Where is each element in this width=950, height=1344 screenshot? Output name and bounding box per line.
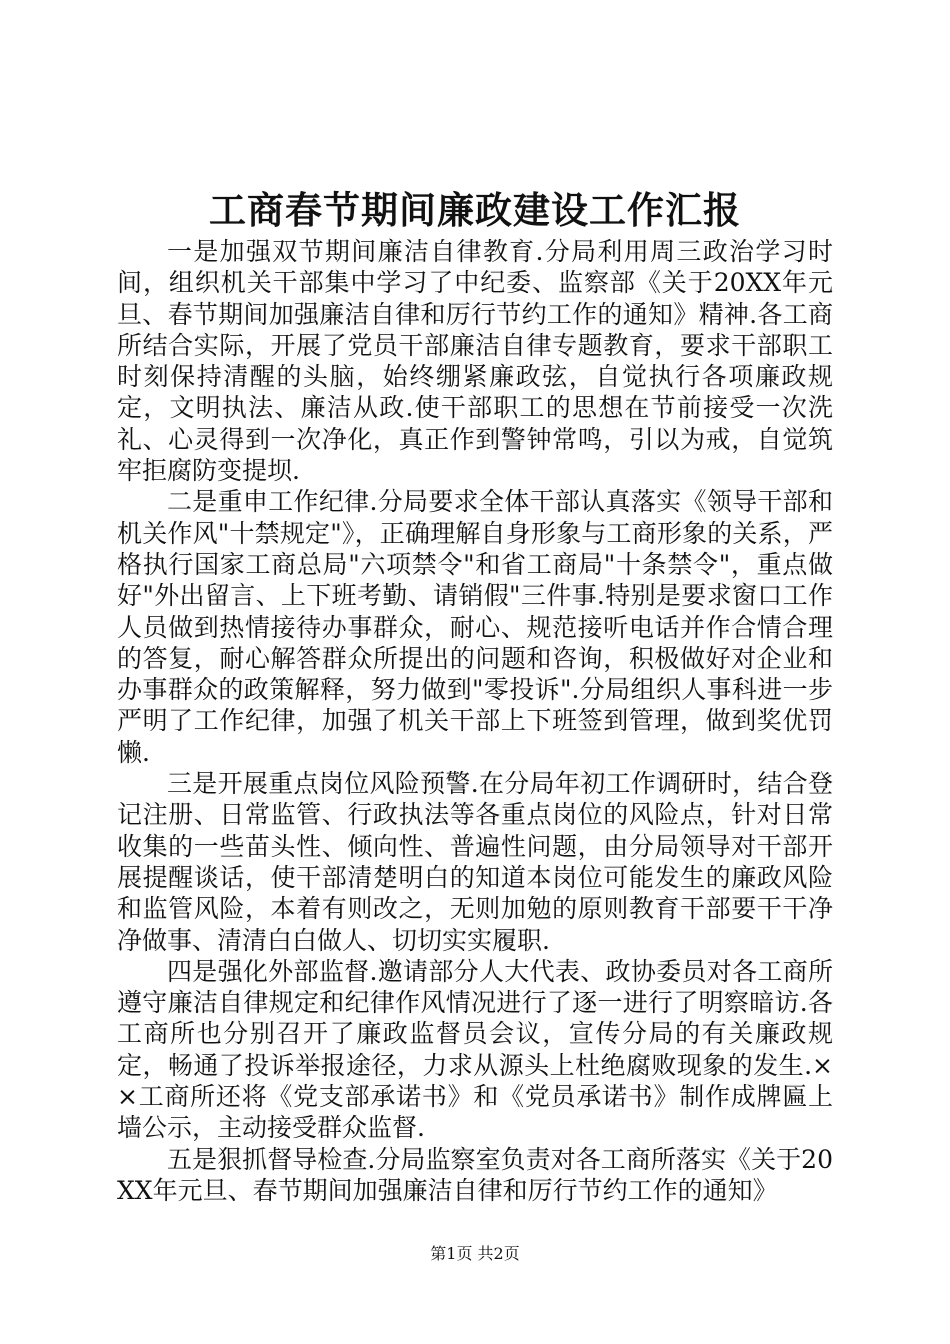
document-body	[117, 236, 833, 1206]
paragraph-1: 一是加强双节期间廉洁自律教育.分局利用周三政治学习时间，组织机关干部集中学习了中纪委、监察部《关于20XX年元旦、春节期间加强廉洁自律和厉行节约工作的通知》精神.各工商所结合实际，开展了党员干部廉洁自律专题教育，要求干部职工时刻保持清醒的头脑，始终绷紧廉政弦，自觉执行各项廉政规定，文明执法、廉洁从政.使干部职工的思想在节前接受一次洗礼、心灵得到一次净化，真正作到警钟常鸣，引以为戒，自觉筑牢拒腐防变提坝.	[117, 237, 833, 486]
page-number-footer: 第1页 共2页	[430, 1244, 520, 1263]
document-title: 工商春节期间廉政建设工作汇报	[209, 188, 741, 232]
paragraph-4: 四是强化外部监督.邀请部分人大代表、政协委员对各工商所遵守廉洁自律规定和纪律作风情况进行了逐一进行了明察暗访.各工商所也分别召开了廉政监督员会议，宣传分局的有关廉政规定，畅通了投诉举报途径，力求从源头上杜绝腐败现象的发生.××工商所还将《党支部承诺书》和《党员承诺书》制作成牌匾上墙公示，主动接受群众监督.	[117, 956, 833, 1143]
paragraph-3: 三是开展重点岗位风险预警.在分局年初工作调研时，结合登记注册、日常监管、行政执法等各重点岗位的风险点，针对日常收集的一些苗头性、倾向性、普遍性问题，由分局领导对干部开展提醒谈话，使干部清楚明白的知道本岗位可能发生的廉政风险和监管风险，本着有则改之，无则加勉的原则教育干部要干干净净做事、清清白白做人、切切实实履职.	[117, 769, 833, 955]
paragraph-5: 五是狠抓督导检查.分局监察室负责对各工商所落实《关于20XX年元旦、春节期间加强廉洁自律和厉行节约工作的通知》	[117, 1144, 833, 1205]
paragraph-2: 二是重申工作纪律.分局要求全体干部认真落实《领导干部和机关作风"十禁规定"》，正确理解自身形象与工商形象的关系，严格执行国家工商总局"六项禁令"和省工商局"十条禁令"，重点做好"外出留言、上下班考勤、请销假"三件事.特别是要求窗口工作人员做到热情接待办事群众，耐心、规范接听电话并作合情合理的答复，耐心解答群众所提出的问题和咨询，积极做好对企业和办事群众的政策解释，努力做到"零投诉".分局组织人事科进一步严明了工作纪律，加强了机关干部上下班签到管理，做到奖优罚懒.	[117, 487, 833, 767]
